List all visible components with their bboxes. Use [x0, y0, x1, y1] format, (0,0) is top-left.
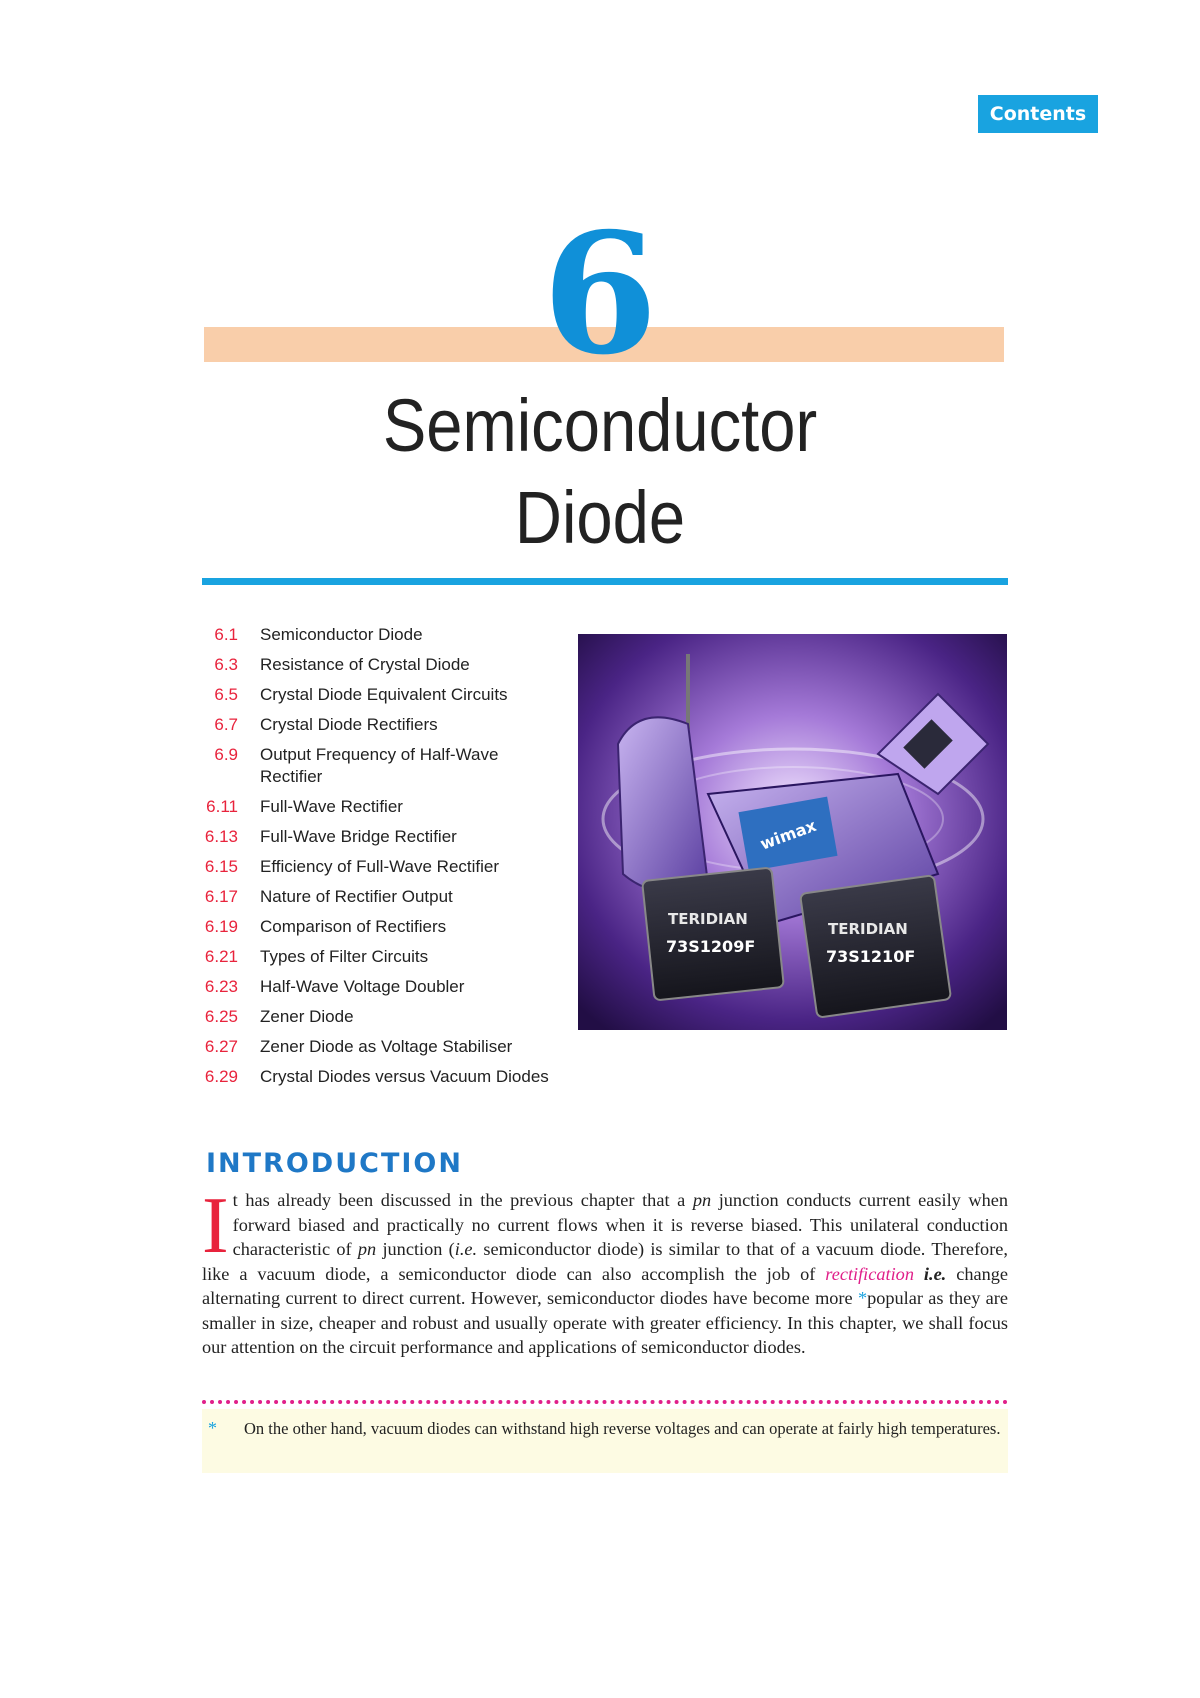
- section-heading: INTRODUCTION: [206, 1148, 463, 1179]
- phone-brand-label: wimax: [757, 815, 819, 854]
- toc-label: Resistance of Crystal Diode: [260, 655, 470, 674]
- toc-number: 6.23: [204, 977, 238, 996]
- toc-number: 6.1: [214, 625, 238, 644]
- toc-label: Output Frequency of Half-Wave Rectifier: [260, 745, 499, 786]
- chapter-number: 6: [542, 197, 658, 392]
- title-divider: [202, 578, 1008, 585]
- chip2-brand-label: TERIDIAN: [828, 920, 908, 938]
- footnote-divider: [202, 1400, 1008, 1404]
- footnote-ref[interactable]: *: [857, 1288, 868, 1308]
- keyword-rectification: rectification: [825, 1263, 914, 1284]
- toc-number: 6.17: [204, 887, 238, 906]
- chip-1: [642, 868, 784, 1001]
- intro-text-part: popular as they are smaller in size, cheaper and robust and usually operate with greater efficiency. In this chapter, we shall focus our attention on the circuit performance and applications of semiconductor diodes.: [202, 1288, 1008, 1357]
- toc-item[interactable]: [195, 684, 560, 706]
- toc-item[interactable]: [195, 856, 560, 878]
- toc-label: Nature of Rectifier Output: [260, 887, 453, 906]
- toc-label: Zener Diode: [260, 1007, 354, 1026]
- chapter-title-line2: Diode: [514, 476, 686, 559]
- drop-cap: I: [202, 1182, 229, 1270]
- toc-item[interactable]: [195, 1036, 560, 1058]
- chapter-toc: [195, 624, 560, 1096]
- toc-item[interactable]: [195, 744, 560, 788]
- toc-label: Full-Wave Rectifier: [260, 797, 403, 816]
- toc-item[interactable]: [195, 886, 560, 908]
- chip1-model-label: 73S1209F: [666, 937, 756, 956]
- chip-2: [800, 875, 951, 1018]
- intro-term: pn: [357, 1239, 377, 1259]
- toc-number: 6.29: [204, 1067, 238, 1086]
- toc-label: Efficiency of Full-Wave Rectifier: [260, 857, 500, 876]
- intro-text-part: junction conducts current easily when forward biased and practically no current flows when it is reverse biased. This unilateral conduction characteristic of: [232, 1190, 1008, 1259]
- toc-item[interactable]: [195, 916, 560, 938]
- toc-number: 6.21: [204, 947, 238, 966]
- chip2-model-label: 73S1210F: [826, 947, 916, 966]
- toc-number: 6.13: [204, 827, 238, 846]
- toc-number: 6.9: [214, 745, 238, 764]
- toc-label: Full-Wave Bridge Rectifier: [260, 827, 457, 846]
- toc-number: 6.7: [214, 715, 238, 734]
- intro-term: i.e.: [454, 1239, 478, 1259]
- toc-item[interactable]: [195, 1066, 560, 1088]
- intro-text-part: semiconductor diode) is similar to that of a vacuum diode. Therefore, like a vacuum diode, a semiconductor diode can also accomplish the job of: [202, 1239, 1008, 1284]
- devices-illustration: [578, 634, 1007, 1030]
- toc-item[interactable]: [195, 1006, 560, 1028]
- toc-label: Crystal Diode Rectifiers: [260, 715, 438, 734]
- chapter-title-line1: Semiconductor: [382, 384, 818, 467]
- toc-item[interactable]: [195, 654, 560, 676]
- intro-text-part: change alternating current to direct current. However, semiconductor diodes have become more: [202, 1263, 1008, 1308]
- toc-label: Half-Wave Voltage Doubler: [260, 977, 465, 996]
- toc-label: Crystal Diodes versus Vacuum Diodes: [260, 1067, 549, 1086]
- toc-number: 6.15: [204, 857, 238, 876]
- footnote-text: On the other hand, vacuum diodes can withstand high reverse voltages and can operate at fairly high temperatures.: [244, 1419, 1001, 1438]
- intro-term: i.e.: [923, 1263, 947, 1284]
- toc-number: 6.27: [204, 1037, 238, 1056]
- toc-number: 6.3: [214, 655, 238, 674]
- intro-text-part: t has already been discussed in the previous chapter that a: [232, 1190, 693, 1210]
- toc-item[interactable]: [195, 714, 560, 736]
- toc-label: Types of Filter Circuits: [260, 947, 429, 966]
- toc-item[interactable]: [195, 976, 560, 998]
- intro-text-part: [914, 1264, 924, 1284]
- toc-label: Zener Diode as Voltage Stabiliser: [260, 1037, 513, 1056]
- toc-label: Crystal Diode Equivalent Circuits: [260, 685, 508, 704]
- toc-item[interactable]: [195, 826, 560, 848]
- footnote-mark: *: [208, 1418, 217, 1438]
- toc-number: 6.5: [214, 685, 238, 704]
- toc-label: Comparison of Rectifiers: [260, 917, 447, 936]
- toc-number: 6.11: [206, 797, 238, 816]
- toc-label: Semiconductor Diode: [260, 625, 423, 644]
- contents-button[interactable]: Contents: [978, 95, 1098, 133]
- toc-item[interactable]: [195, 796, 560, 818]
- intro-paragraph: [202, 1182, 1008, 1360]
- intro-term: pn: [692, 1190, 712, 1210]
- chip1-brand-label: TERIDIAN: [668, 910, 748, 928]
- toc-item[interactable]: [195, 624, 560, 646]
- toc-number: 6.25: [204, 1007, 238, 1026]
- footnote: [202, 1409, 1008, 1473]
- chapter-photo: [578, 634, 1007, 1030]
- toc-number: 6.19: [204, 917, 238, 936]
- toc-item[interactable]: [195, 946, 560, 968]
- intro-text-part: junction (: [376, 1239, 455, 1259]
- chapter-title: [72, 380, 1128, 564]
